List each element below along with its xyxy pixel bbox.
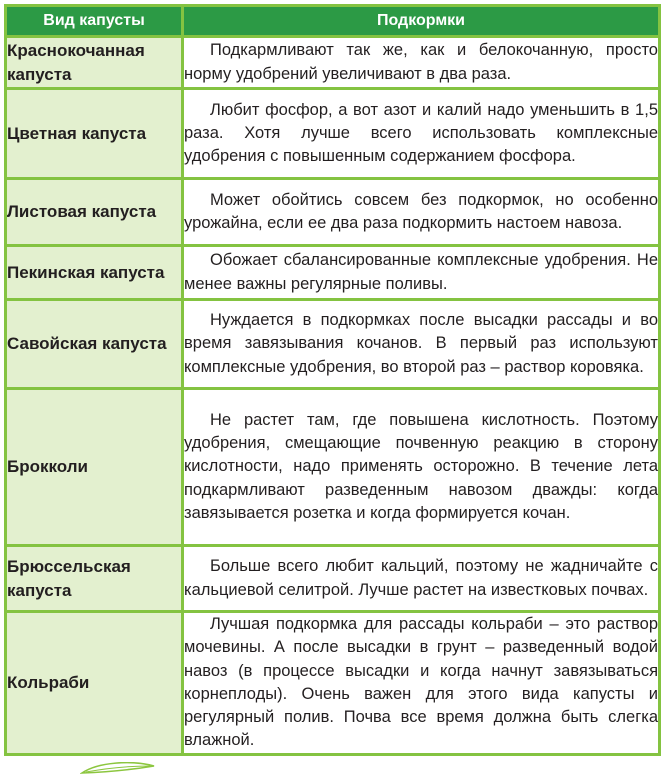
table-row	[7, 180, 658, 244]
cabbage-kind: Пекинская капуста	[7, 247, 181, 298]
cabbage-kind: Краснокочанная капуста	[7, 38, 181, 87]
table-row	[7, 547, 658, 610]
table-row	[7, 90, 658, 177]
cabbage-kind: Брокколи	[7, 390, 181, 544]
cabbage-feeding-table	[4, 4, 661, 756]
feeding-description: Может обойтись совсем без подкормок, но особенно урожайна, если ее два раза подкормить настоем навоза.	[184, 180, 658, 244]
leaf-icon	[80, 762, 156, 774]
table-row	[7, 38, 658, 87]
feeding-description: Нуждается в подкормках после высадки рассады и во время завязывания кочанов. В первый раз используют комплексные удобрения, во второй раз – раствор коровяка.	[184, 301, 658, 387]
cabbage-kind: Савойская капуста	[7, 301, 181, 387]
feeding-description: Больше всего любит кальций, поэтому не жадничайте с кальциевой селитрой. Лучше растет на известковых почвах.	[184, 547, 658, 610]
cabbage-kind: Кольраби	[7, 613, 181, 753]
cabbage-kind: Листовая капуста	[7, 180, 181, 244]
feeding-description: Лучшая подкормка для рассады кольраби – это раствор мочевины. А после высадки в грунт – разведенный водой навоз (в процессе высадки и когда начнут завязываться корнеплоды). Очень важен для этого вида капусты и регулярный полив. Почва все время должна быть слегка влажной.	[184, 613, 658, 753]
table-row	[7, 247, 658, 298]
table-row	[7, 613, 658, 753]
feeding-description: Подкармливают так же, как и белокочанную, просто норму удобрений увеличивают в два раза.	[184, 38, 658, 87]
table-row	[7, 390, 658, 544]
feeding-description: Обожает сбалансированные комплексные удобрения. Не менее важны регулярные поливы.	[184, 247, 658, 298]
table-header-row	[7, 7, 658, 35]
column-header-kind: Вид капусты	[7, 7, 181, 35]
column-header-feeding: Подкормки	[184, 7, 658, 35]
cabbage-kind: Брюссельская капуста	[7, 547, 181, 610]
cabbage-kind: Цветная капуста	[7, 90, 181, 177]
feeding-description: Любит фосфор, а вот азот и калий надо уменьшить в 1,5 раза. Хотя лучше всего использовать комплексные удобрения с повышенным содержанием фосфора.	[184, 90, 658, 177]
feeding-description: Не растет там, где повышена кислотность. Поэтому удобрения, смещающие почвенную реакцию в сторону кислотности, надо применять осторожно. В течение лета подкармливают разведенным навозом дважды: когда завязывается розетка и когда формируется кочан.	[184, 390, 658, 544]
table-row	[7, 301, 658, 387]
